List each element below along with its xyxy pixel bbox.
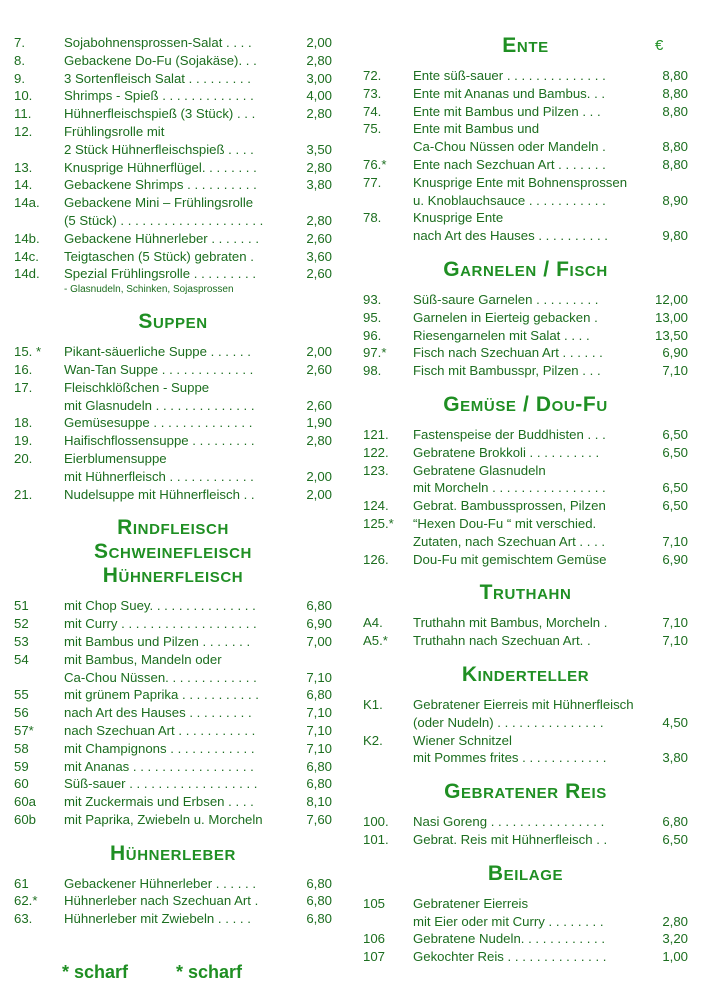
menu-item-row	[14, 52, 332, 70]
item-price: 6,50	[662, 480, 688, 496]
spicy-legend-left: * scharf	[62, 962, 129, 982]
item-name: Hühnerleber mit Zwiebeln . . . . .	[64, 911, 251, 927]
item-number: 14b.	[14, 230, 40, 246]
menu-item-row	[363, 714, 688, 732]
menu-item-row	[363, 551, 688, 569]
menu-item-row	[363, 930, 688, 948]
menu-item-row	[14, 105, 332, 123]
item-number: 96.	[363, 327, 382, 343]
menu-item-row	[363, 309, 688, 327]
item-price: 7,10	[662, 363, 688, 379]
menu-item-row	[363, 749, 688, 767]
item-number: 10.	[14, 88, 33, 104]
item-number: 121.	[363, 426, 389, 442]
item-number: 17.	[14, 379, 33, 395]
menu-item-row	[14, 379, 332, 397]
menu-item-row	[14, 704, 332, 722]
menu-item-row	[363, 120, 688, 138]
menu-item-row	[363, 813, 688, 831]
item-price: 3,80	[306, 177, 332, 193]
item-name: mit Curry . . . . . . . . . . . . . . . . . . .	[64, 616, 257, 632]
menu-item-row	[14, 432, 332, 450]
item-price: 7,10	[662, 633, 688, 649]
item-price: 6,80	[306, 911, 332, 927]
item-name: Hühnerleber nach Szechuan Art .	[64, 893, 259, 909]
item-price: 7,10	[306, 705, 332, 721]
item-number: 21.	[14, 486, 33, 502]
item-name: Gebratener Eierreis mit Hühnerfleisch	[413, 696, 634, 712]
section-heading-line: Gemüse / Dou-Fu	[443, 392, 608, 416]
menu-item-row	[363, 138, 688, 156]
menu-item-row	[363, 227, 688, 245]
section-heading	[363, 258, 688, 282]
item-number: 123.	[363, 462, 389, 478]
item-name: Haifischflossensuppe . . . . . . . . .	[64, 433, 255, 449]
menu-item-row	[14, 141, 332, 159]
item-number: 63.	[14, 911, 33, 927]
item-name: (5 Stück) . . . . . . . . . . . . . . . . . . . .	[64, 212, 264, 228]
item-price: 2,60	[306, 230, 332, 246]
item-name: Pikant-säuerliche Suppe . . . . . .	[64, 344, 251, 360]
item-name: Wan-Tan Suppe . . . . . . . . . . . . .	[64, 361, 254, 377]
item-price: 7,10	[306, 722, 332, 738]
menu-item-row	[363, 895, 688, 913]
item-name: mit Hühnerfleisch . . . . . . . . . . . .	[64, 468, 254, 484]
item-name: mit Eier oder mit Curry . . . . . . . .	[413, 913, 604, 929]
item-name: Fisch nach Szechuan Art . . . . . .	[413, 345, 603, 361]
item-number: 54	[14, 651, 29, 667]
item-price: 2,80	[662, 913, 688, 929]
item-name: Gebratener Eierreis	[413, 895, 529, 911]
item-number: 74.	[363, 103, 382, 119]
item-name: nach Szechuan Art . . . . . . . . . . .	[64, 722, 256, 738]
menu-item-row	[14, 230, 332, 248]
item-name: u. Knoblauchsauce . . . . . . . . . . .	[413, 192, 606, 208]
menu-item-row	[363, 948, 688, 966]
item-name: mit Champignons . . . . . . . . . . . .	[64, 740, 255, 756]
item-price: 1,00	[662, 949, 688, 965]
item-number: 12.	[14, 123, 33, 139]
item-price: 3,50	[306, 141, 332, 157]
menu-item-row	[363, 831, 688, 849]
item-number: 15. *	[14, 344, 42, 360]
section-heading-line: Hühnerleber	[110, 841, 236, 865]
menu-item-row	[14, 740, 332, 758]
item-price: 2,00	[306, 468, 332, 484]
item-price: 2,60	[306, 266, 332, 282]
item-number: 100.	[363, 814, 389, 830]
menu-item-row	[14, 875, 332, 893]
item-price: 3,20	[662, 931, 688, 947]
section-heading	[363, 34, 688, 58]
item-name: nach Art des Hauses . . . . . . . . . .	[413, 228, 608, 244]
item-name: Knusprige Hühnerflügel. . . . . . . .	[64, 159, 257, 175]
item-name: mit Chop Suey. . . . . . . . . . . . . . .	[64, 598, 256, 614]
item-name: Gebratene Brokkoli . . . . . . . . . .	[413, 444, 600, 460]
item-number: 16.	[14, 361, 33, 377]
item-number: 101.	[363, 831, 389, 847]
menu-item-row	[363, 696, 688, 714]
menu-item-row	[14, 669, 332, 687]
item-name: Eierblumensuppe	[64, 450, 167, 466]
item-name: mit Ananas . . . . . . . . . . . . . . . . .	[64, 758, 254, 774]
left-menu-column	[14, 34, 332, 928]
note-text: - Glasnudeln, Schinken, Sojasprossen	[64, 284, 234, 296]
menu-item-row	[363, 192, 688, 210]
item-price: 6,90	[662, 345, 688, 361]
item-price: 8,90	[662, 192, 688, 208]
item-price: 2,00	[306, 35, 332, 50]
menu-item-row	[14, 811, 332, 829]
item-price: 4,50	[662, 714, 688, 730]
menu-item-row	[363, 732, 688, 750]
menu-item-row	[14, 686, 332, 704]
menu-item-row	[363, 291, 688, 309]
item-name: mit Paprika, Zwiebeln u. Morcheln	[64, 811, 263, 827]
menu-item-row	[14, 892, 332, 910]
item-name: Sojabohnensprossen-Salat . . . .	[64, 35, 252, 50]
item-name: Gebackener Hühnerleber . . . . . .	[64, 875, 257, 891]
menu-item-row	[14, 176, 332, 194]
item-name: Ente mit Bambus und Pilzen . . .	[413, 103, 601, 119]
menu-item-row	[14, 159, 332, 177]
section-heading-line: Kinderteller	[461, 662, 590, 686]
item-number: K1.	[363, 696, 383, 712]
item-price: 7,60	[306, 811, 332, 827]
right-menu-column	[363, 34, 688, 966]
item-price: 8,80	[662, 103, 688, 119]
section-heading-line: Truthahn	[479, 581, 572, 605]
item-price: 6,90	[306, 616, 332, 632]
item-name: Ente mit Ananas und Bambus. . .	[413, 85, 606, 101]
item-price: 8,80	[662, 139, 688, 155]
item-name: Ente mit Bambus und	[413, 121, 540, 137]
item-price: 2,80	[306, 212, 332, 228]
menu-item-row	[14, 722, 332, 740]
item-number: 105	[363, 895, 386, 911]
menu-item-row	[14, 87, 332, 105]
item-name: Truthahn nach Szechuan Art. .	[413, 633, 591, 649]
item-name: Gebratene Nudeln. . . . . . . . . . . .	[413, 931, 606, 947]
item-number: 60	[14, 776, 29, 792]
spicy-legend-right: * scharf	[176, 962, 243, 982]
menu-item-row	[363, 174, 688, 192]
item-name: Gekochter Reis . . . . . . . . . . . . . .	[413, 949, 607, 965]
item-price: 3,60	[306, 248, 332, 264]
menu-item-row	[14, 775, 332, 793]
menu-item-row	[14, 212, 332, 230]
item-name: mit Glasnudeln . . . . . . . . . . . . . .	[64, 397, 255, 413]
menu-item-row	[363, 614, 688, 632]
item-price: 6,80	[306, 875, 332, 891]
item-name: Fisch mit Bambusspr, Pilzen . . .	[413, 363, 601, 379]
item-number: 61	[14, 875, 29, 891]
menu-item-row	[363, 479, 688, 497]
item-number: 60b	[14, 811, 37, 827]
item-number: 75.	[363, 121, 382, 137]
item-price: 8,80	[662, 156, 688, 172]
menu-item-row	[14, 194, 332, 212]
menu-item-row	[14, 615, 332, 633]
menu-item-row	[363, 209, 688, 227]
item-price: 6,50	[662, 498, 688, 514]
item-name: “Hexen Dou-Fu “ mit verschied.	[413, 515, 597, 531]
menu-item-row	[14, 343, 332, 361]
item-price: 6,80	[306, 687, 332, 703]
item-price: 6,80	[306, 893, 332, 909]
item-price: 7,10	[306, 669, 332, 685]
item-number: 56	[14, 705, 29, 721]
item-price: 2,80	[306, 52, 332, 68]
item-number: 73.	[363, 85, 382, 101]
item-name: mit Morcheln . . . . . . . . . . . . . . . .	[413, 480, 606, 496]
section-heading	[363, 862, 688, 886]
item-price: 3,00	[306, 70, 332, 86]
menu-item-row	[14, 793, 332, 811]
item-name: Zutaten, nach Szechuan Art . . . .	[413, 533, 606, 549]
item-name: Fastenspeise der Buddhisten . . .	[413, 426, 606, 442]
item-name: (oder Nudeln) . . . . . . . . . . . . . . .	[413, 714, 604, 730]
item-name: Gebackene Shrimps . . . . . . . . . .	[64, 177, 257, 193]
item-name: Gebackene Mini – Frühlingsrolle	[64, 195, 254, 211]
item-price: 2,60	[306, 397, 332, 413]
item-number: 13.	[14, 159, 33, 175]
item-name: Frühlingsrolle mit	[64, 123, 165, 139]
item-name: Garnelen in Eierteig gebacken .	[413, 309, 598, 325]
item-price: 3,80	[662, 750, 688, 766]
item-price: 6,50	[662, 831, 688, 847]
item-price: 13,50	[654, 327, 688, 343]
item-number: 20.	[14, 450, 33, 466]
menu-item-row	[363, 533, 688, 551]
item-number: 93.	[363, 291, 382, 307]
item-name: Ca-Chou Nüssen. . . . . . . . . . . . .	[64, 669, 257, 685]
item-name: Wiener Schnitzel	[413, 732, 512, 748]
item-number: 97.*	[363, 345, 387, 361]
item-number: 7.	[14, 35, 25, 50]
item-name: Gebackene Hühnerleber . . . . . . .	[64, 230, 259, 246]
item-name: mit Pommes frites . . . . . . . . . . . .	[413, 750, 607, 766]
item-name: 2 Stück Hühnerfleischspieß . . . .	[64, 141, 254, 157]
item-number: 11.	[14, 106, 32, 122]
item-price: 2,80	[306, 106, 332, 122]
item-price: 8,80	[662, 68, 688, 83]
menu-item-row	[363, 344, 688, 362]
item-price: 6,80	[662, 814, 688, 830]
item-name: Ente nach Sezchuan Art . . . . . . .	[413, 156, 606, 172]
item-name: Spezial Frühlingsrolle . . . . . . . . .	[64, 266, 257, 282]
item-name: nach Art des Hauses . . . . . . . . .	[64, 705, 252, 721]
menu-item-row	[14, 597, 332, 615]
item-name: Gebrat. Reis mit Hühnerfleisch . .	[413, 831, 608, 847]
item-number: 53	[14, 633, 29, 649]
item-price: 2,80	[306, 433, 332, 449]
menu-item-row	[14, 123, 332, 141]
item-name: Ca-Chou Nüssen oder Mandeln .	[413, 139, 606, 155]
item-number: 76.*	[363, 156, 387, 172]
section-heading	[363, 663, 688, 687]
menu-item-row	[363, 632, 688, 650]
item-price: 6,80	[306, 758, 332, 774]
item-price: 13,00	[654, 309, 688, 325]
item-price: 7,10	[306, 740, 332, 756]
section-heading	[363, 393, 688, 417]
item-price: 6,80	[306, 598, 332, 614]
item-price: 6,50	[662, 444, 688, 460]
item-name: Süß-saure Garnelen . . . . . . . . .	[413, 291, 599, 307]
item-number: K2.	[363, 732, 383, 748]
item-number: 9.	[14, 70, 25, 86]
item-number: 18.	[14, 415, 33, 431]
menu-item-note	[14, 283, 332, 297]
section-heading	[363, 581, 688, 605]
item-number: 98.	[363, 363, 382, 379]
item-price: 6,50	[662, 426, 688, 442]
section-heading-line: Schweinefleisch	[93, 540, 252, 564]
menu-item-row	[14, 70, 332, 88]
item-price: 1,90	[306, 415, 332, 431]
item-number: 77.	[363, 174, 382, 190]
item-name: Gebackene Do-Fu (Sojakäse). . .	[64, 52, 257, 68]
menu-item-row	[363, 515, 688, 533]
item-number: 122.	[363, 444, 389, 460]
item-number: 107	[363, 949, 386, 965]
item-number: 124.	[363, 498, 389, 514]
menu-item-row	[14, 265, 332, 283]
item-name: Fleischklößchen - Suppe	[64, 379, 210, 395]
item-number: 78.	[363, 210, 382, 226]
menu-item-row	[14, 633, 332, 651]
item-number: 62.*	[14, 893, 38, 909]
menu-item-row	[363, 497, 688, 515]
item-name: Truthahn mit Bambus, Morcheln .	[413, 615, 608, 631]
item-name: Riesengarnelen mit Salat . . . .	[413, 327, 590, 343]
item-name: Shrimps - Spieß . . . . . . . . . . . . .	[64, 88, 254, 104]
section-heading-line: Beilage	[487, 861, 564, 885]
item-name: Teigtaschen (5 Stück) gebraten .	[64, 248, 254, 264]
item-price: 12,00	[654, 291, 688, 307]
item-price: 2,00	[306, 486, 332, 502]
item-price: 7,00	[306, 633, 332, 649]
item-number: 72.	[363, 68, 382, 83]
item-price: 7,10	[662, 533, 688, 549]
item-number: 126.	[363, 551, 389, 567]
section-heading	[363, 780, 688, 804]
item-price: 6,80	[306, 776, 332, 792]
item-number: 125.*	[363, 515, 394, 531]
item-price: 2,60	[306, 361, 332, 377]
item-name: Hühnerfleischspieß (3 Stück) . . .	[64, 106, 256, 122]
item-number: 58	[14, 740, 29, 756]
menu-item-row	[14, 450, 332, 468]
menu-item-row	[14, 248, 332, 266]
menu-item-row	[363, 913, 688, 931]
item-number: A4.	[363, 615, 383, 631]
menu-item-row	[363, 103, 688, 121]
item-name: Süß-sauer . . . . . . . . . . . . . . . . . .	[64, 776, 258, 792]
item-number: 106	[363, 931, 386, 947]
menu-item-row	[14, 758, 332, 776]
item-number: 14a.	[14, 195, 40, 211]
menu-item-row	[363, 156, 688, 174]
menu-item-row	[363, 327, 688, 345]
section-heading-line: Rindfleisch	[117, 516, 229, 540]
item-name: mit Bambus, Mandeln oder	[64, 651, 222, 667]
item-name: Nudelsuppe mit Hühnerfleisch . .	[64, 486, 255, 502]
menu-item-row	[14, 361, 332, 379]
menu-item-row	[14, 651, 332, 669]
menu-item-row	[14, 910, 332, 928]
item-name: 3 Sortenfleisch Salat . . . . . . . . .	[64, 70, 251, 86]
item-number: 52	[14, 616, 29, 632]
menu-item-row	[363, 444, 688, 462]
item-name: Gemüsesuppe . . . . . . . . . . . . . .	[64, 415, 253, 431]
item-number: 14c.	[14, 248, 39, 264]
currency-label: €	[655, 37, 664, 54]
item-number: 51	[14, 598, 29, 614]
section-heading	[14, 842, 332, 866]
section-heading	[14, 310, 332, 334]
item-price: 9,80	[662, 228, 688, 244]
item-name: mit grünem Paprika . . . . . . . . . . .	[64, 687, 259, 703]
menu-item-row	[14, 468, 332, 486]
item-name: Dou-Fu mit gemischtem Gemüse	[413, 551, 607, 567]
item-number: 60a	[14, 794, 37, 810]
menu-item-row	[363, 462, 688, 480]
item-number: 19.	[14, 433, 33, 449]
item-number: 57*	[14, 722, 34, 738]
menu-item-row	[363, 85, 688, 103]
item-number: 14.	[14, 177, 33, 193]
item-name: Knusprige Ente	[413, 210, 504, 226]
item-number: 95.	[363, 309, 382, 325]
item-price: 4,00	[306, 88, 332, 104]
item-name: mit Bambus und Pilzen . . . . . . .	[64, 633, 251, 649]
item-number: 8.	[14, 52, 25, 68]
menu-item-row	[14, 34, 332, 52]
menu-item-row	[14, 397, 332, 415]
item-name: Nasi Goreng . . . . . . . . . . . . . . . .	[413, 814, 605, 830]
item-price: 8,80	[662, 85, 688, 101]
menu-item-row	[14, 486, 332, 504]
item-price: 2,80	[306, 159, 332, 175]
section-heading	[14, 516, 332, 588]
menu-item-row	[363, 67, 688, 85]
item-name: Ente süß-sauer . . . . . . . . . . . . . .	[413, 68, 606, 83]
item-price: 7,10	[662, 615, 688, 631]
item-price: 8,10	[306, 794, 332, 810]
menu-item-row	[363, 426, 688, 444]
section-heading-line: Hühnerfleisch	[102, 564, 244, 588]
item-price: 6,90	[662, 551, 688, 567]
item-number: 55	[14, 687, 29, 703]
item-name: Knusprige Ente mit Bohnensprossen	[413, 174, 628, 190]
section-heading-line: Suppen	[138, 310, 208, 334]
item-number: 14d.	[14, 266, 40, 282]
menu-item-row	[14, 414, 332, 432]
item-name: Gebrat. Bambussprossen, Pilzen	[413, 498, 606, 514]
item-name: Gebratene Glasnudeln	[413, 462, 546, 478]
item-number: A5.*	[363, 633, 388, 649]
item-name: mit Zuckermais und Erbsen . . . .	[64, 794, 254, 810]
section-heading-line: Garnelen / Fisch	[443, 257, 608, 281]
item-number: 59	[14, 758, 29, 774]
section-heading-line: Gebratener Reis	[444, 780, 607, 804]
section-heading-line: Ente	[502, 34, 549, 57]
item-price: 2,00	[306, 344, 332, 360]
menu-item-row	[363, 362, 688, 380]
